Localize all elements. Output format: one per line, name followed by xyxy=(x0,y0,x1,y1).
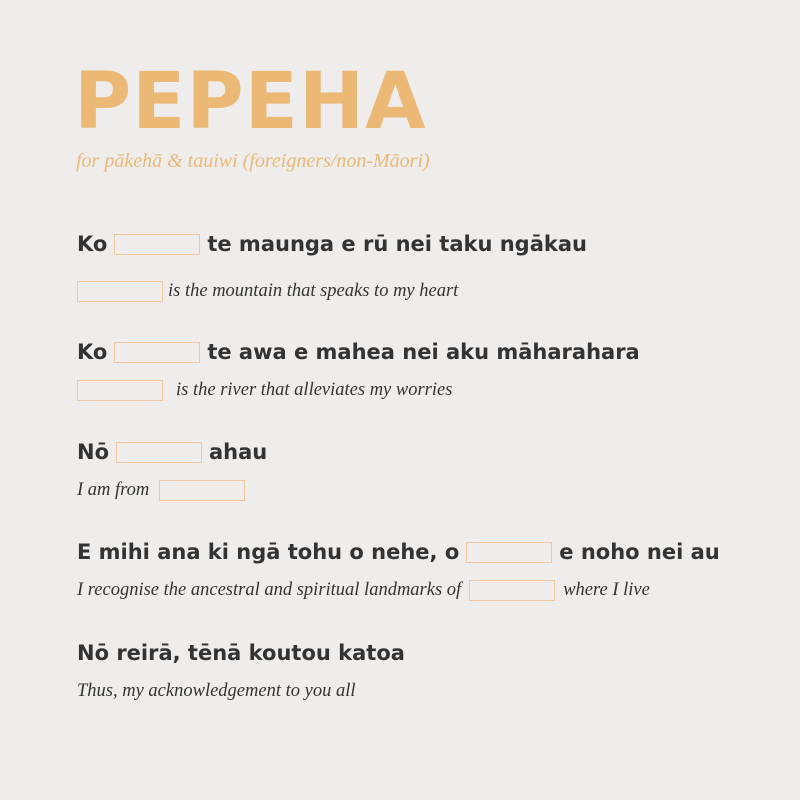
maori-suffix: e noho nei au xyxy=(559,540,720,564)
pepeha-line-landmarks-maori xyxy=(77,537,720,567)
pepeha-line-origin-english xyxy=(77,476,245,504)
english-suffix: is the mountain that speaks to my heart xyxy=(168,280,459,301)
origin-english-blank-field[interactable] xyxy=(159,480,245,501)
english-suffix: is the river that alleviates my worries xyxy=(176,379,453,400)
pepeha-line-closing-maori xyxy=(77,638,405,668)
closing-english-text: Thus, my acknowledgement to you all xyxy=(77,680,356,701)
maori-suffix: te awa e mahea nei aku māharahara xyxy=(207,340,640,364)
pepeha-line-river-maori xyxy=(77,337,640,367)
page-subtitle: for pākehā & tauiwi (foreigners/non-Māori) xyxy=(76,150,430,172)
river-blank-field[interactable] xyxy=(114,342,200,363)
closing-maori-text: Nō reirā, tēnā koutou katoa xyxy=(77,641,405,665)
mountain-english-blank-field[interactable] xyxy=(77,281,163,302)
maori-prefix: Ko xyxy=(77,340,108,364)
maori-suffix: ahau xyxy=(209,440,268,464)
pepeha-line-mountain-maori xyxy=(77,229,587,259)
pepeha-line-mountain-english xyxy=(77,277,458,305)
river-english-blank-field[interactable] xyxy=(77,380,163,401)
maori-suffix: te maunga e rū nei taku ngākau xyxy=(207,232,587,256)
pepeha-line-closing-english xyxy=(77,677,355,705)
maori-prefix: Nō xyxy=(77,440,110,464)
english-prefix: I am from xyxy=(77,479,150,500)
mountain-blank-field[interactable] xyxy=(114,234,200,255)
maori-prefix: E mihi ana ki ngā tohu o nehe, o xyxy=(77,540,460,564)
maori-prefix: Ko xyxy=(77,232,108,256)
origin-blank-field[interactable] xyxy=(116,442,202,463)
landmarks-english-blank-field[interactable] xyxy=(469,580,555,601)
pepeha-line-landmarks-english xyxy=(77,576,650,604)
landmarks-blank-field[interactable] xyxy=(466,542,552,563)
english-suffix: where I live xyxy=(563,579,650,600)
english-prefix: I recognise the ancestral and spiritual landmarks of xyxy=(77,579,462,600)
pepeha-line-origin-maori xyxy=(77,437,267,467)
pepeha-line-river-english xyxy=(77,376,452,404)
page-title: PEPEHA xyxy=(74,57,427,147)
